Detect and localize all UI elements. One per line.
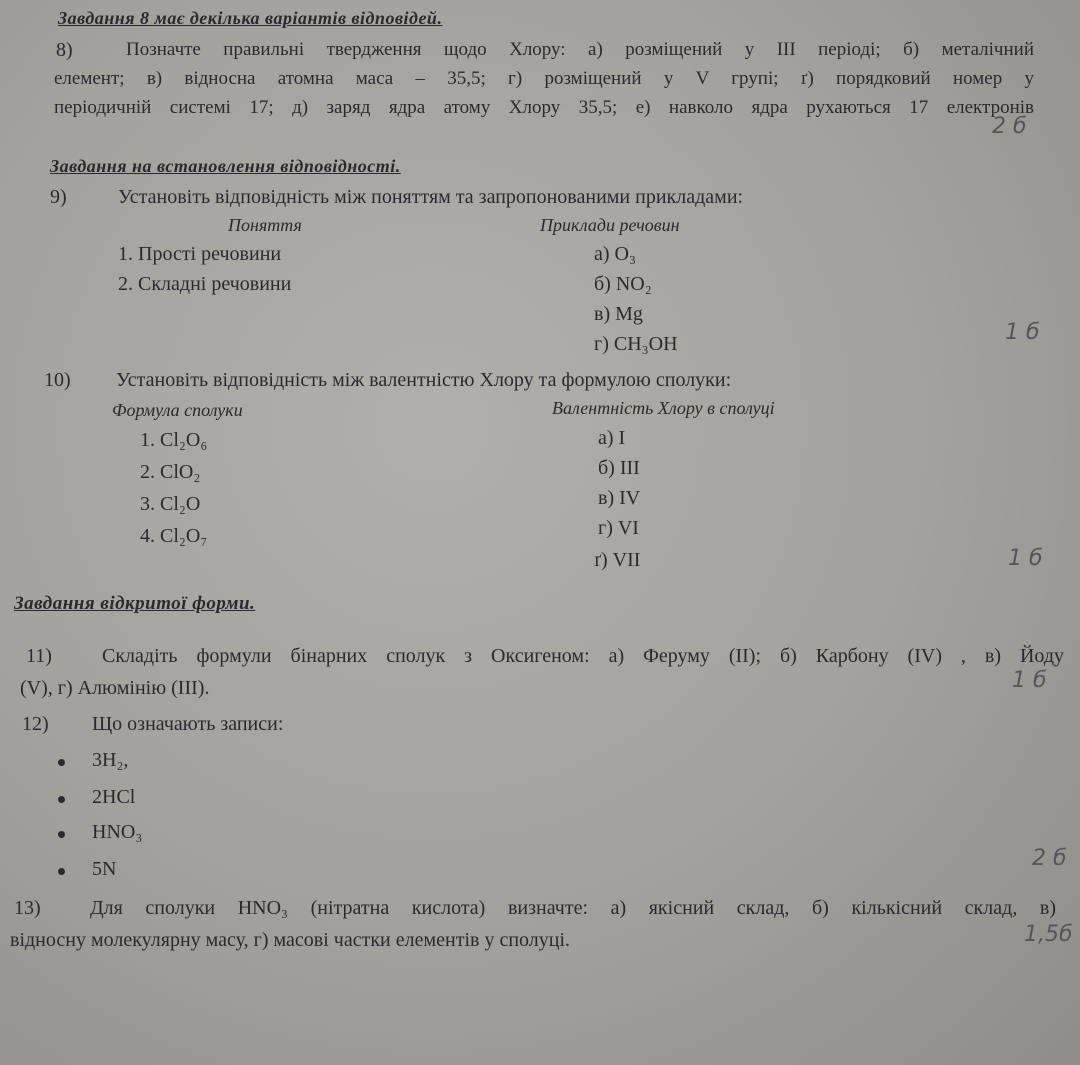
q10-right-item: ґ) VII: [594, 549, 641, 571]
q9-right-item: б) NO₂: [594, 273, 652, 295]
q10-left-item: 1. Cl₂O₆: [140, 429, 208, 451]
q10-right-column-header: Валентність Хлору в сполуці: [552, 398, 775, 418]
q9-left-item: 2. Складні речовини: [118, 273, 292, 295]
question-8-line-2: елемент; в) відносна атомна маса – 35,5; г) розміщений у V групі; ґ) порядковий номер у: [54, 68, 1034, 89]
q10-left-item: 2. ClO₂: [140, 461, 201, 483]
question-9-text: Установіть відповідність між поняттям та запропонованими прикладами:: [118, 186, 744, 208]
handwritten-score-q10: 1 б: [1008, 546, 1043, 571]
section-heading-multiple-answers: Завдання 8 має декілька варіантів відповідей.: [58, 8, 443, 28]
question-number-12: 12): [22, 713, 49, 735]
question-number-11: 11): [26, 645, 52, 667]
q10-right-item: б) III: [598, 457, 640, 479]
q10-left-item: 3. Cl₂O: [140, 493, 201, 515]
q12-list-item: 2HCl: [92, 786, 136, 808]
handwritten-score-q12: 2 б: [1032, 846, 1067, 871]
q10-right-item: г) VI: [598, 517, 639, 539]
handwritten-score-q9: 1 б: [1005, 320, 1040, 345]
q9-right-item: а) O₃: [594, 243, 636, 265]
q9-right-column-header: Приклади речовин: [540, 215, 680, 235]
question-11-line-1: Складіть формули бінарних сполук з Оксигеном: а) Феруму (ІІ); б) Карбону (IV) , в) Йоду: [102, 645, 1064, 667]
q9-left-item: 1. Прості речовини: [118, 243, 282, 265]
question-number-13: 13): [14, 897, 41, 919]
question-13-line-1: Для сполуки HNO₃ (нітратна кислота) визначте: а) якісний склад, б) кількісний склад, в): [90, 897, 1057, 919]
q10-right-item: а) I: [598, 427, 626, 449]
bullet-point: [58, 868, 65, 875]
q12-list-item: HNO₃: [92, 821, 143, 843]
question-number-8: 8): [56, 39, 73, 61]
question-number-10: 10): [44, 369, 71, 391]
bullet-point: [58, 796, 65, 803]
question-number-9: 9): [50, 186, 67, 208]
bullet-point: [58, 831, 65, 838]
bullet-point: [58, 759, 65, 766]
question-12-text: Що означають записи:: [92, 713, 284, 735]
section-heading-open-form: Завдання відкритої форми.: [14, 593, 256, 614]
handwritten-score-q11: 1 б: [1012, 668, 1047, 693]
q10-left-column-header: Формула сполуки: [112, 400, 243, 420]
q10-left-item: 4. Cl₂O₇: [140, 525, 208, 547]
section-heading-matching: Завдання на встановлення відповідності.: [50, 156, 401, 176]
question-8-line-1: Позначте правильні твердження щодо Хлору: а) розміщений у ІІІ періоді; б) металічний: [126, 39, 1034, 60]
question-11-line-2: (V), г) Алюмінію (ІІІ).: [20, 677, 210, 699]
q9-right-item: в) Mg: [594, 303, 643, 325]
question-13-line-2: відносну молекулярну масу, г) масові частки елементів у сполуці.: [10, 929, 571, 951]
question-10-text: Установіть відповідність між валентністю Хлору та формулою сполуки:: [116, 369, 732, 391]
q12-list-item: 3H₂,: [92, 749, 129, 771]
q12-list-item: 5N: [92, 858, 117, 880]
q9-left-column-header: Поняття: [228, 215, 302, 235]
question-8-line-3: періодичній системі 17; д) заряд ядра атому Хлору 35,5; е) навколо ядра рухаються 17 електронів: [54, 97, 1034, 118]
handwritten-score-q8: 2 б: [992, 114, 1027, 139]
handwritten-score-q13: 1,5б: [1024, 922, 1073, 947]
q9-right-item: г) CH₃OH: [594, 333, 678, 355]
q10-right-item: в) IV: [598, 487, 641, 509]
